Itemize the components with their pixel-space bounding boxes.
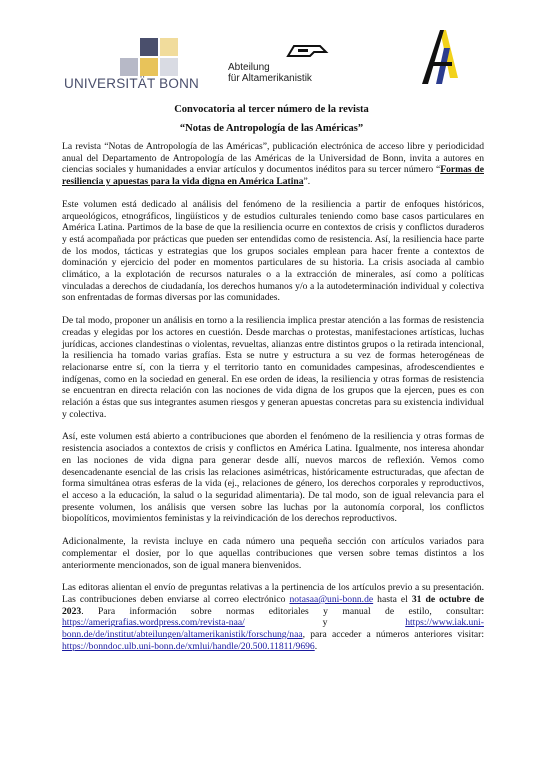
submission-text-6: . <box>314 640 318 652</box>
university-bonn-logo <box>64 38 199 91</box>
letterhead <box>0 24 543 91</box>
submission-text-1: Las editoras alientan el envío de preguntas relativas a la pertinencia de los artículos previo a su presentación. Las contribuciones deben enviarse al correo electrónico <box>62 582 484 605</box>
submission-text-5: , para acceder a números anteriores visitar: <box>302 629 484 641</box>
paragraph-contributions: Así, este volumen está abierto a contribuciones que aborden el fenómeno de la resiliencia y otras formas de resistencia asociados a contextos de crisis y conflictos en América Latina. Igualmente, nos interesa ahondar en las nociones de vida digna para generar desde allí, nuevos marcos de reflexión. Vemos como desencadenante esencial de las crisis las relaciones asimétricas, históricamente estructuradas, que afectan de forma simultánea otras esferas de la vida (ej., relaciones de género, los derechos corporales y reproductivos, el acceso a la educación, la salud o la seguridad alimentaria). De tal modo, son de igual relevancia para el presente volumen, los análisis que versen sobre las luchas por la autonomía corporal, los conflictos biopolíticos, movimientos feministas y la reivindicación de los derechos reproductivos. <box>62 431 484 525</box>
paragraph-miscellany: Adicionalmente, la revista incluye en cada número una pequeña sección con artículos variados para complementar el dosier, por lo que aquellas contribuciones que versen sobre temas distintos a los anteriormente mencionados, son de igual manera bienvenidos. <box>62 536 484 571</box>
submission-text-2: hasta el <box>373 593 412 605</box>
volume-topic: Formas de resiliencia y apuestas para la vida digna en América Latina <box>62 164 484 188</box>
intro-text: La revista “Notas de Antropología de las Américas”, publicación electrónica de acceso libre y periodicidad anual del Departamento de Antropología de las Américas de la Universidad de Bonn, invita a autores en ciencias sociales y humanidades a enviar artículos y documentos inéditos para su tercer número “ <box>62 141 484 176</box>
paragraph-resistance: De tal modo, proponer un análisis en torno a la resiliencia implica prestar atención a las formas de resistencia creadas y elegidas por los actores en cuestión. Desde marchas o protestas, manifestaciones artísticas, luchas jurídicas, acciones clandestinas o violentas, revueltas, alianzas entre distintos grupos o la retirada intencional, la resiliencia ha tomado varias grafías. Esta se nutre y estructura a su vez de formas heterogéneas de relacionarse entre sí, con la tierra y el territorio tanto en comunidades campesinas, afrodescendientes e indígenas, como en la sociedad en general. En ese orden de ideas, la resiliencia y otras formas de resistencia se encuentran en directa relación con las nociones de vida digna de los grupos que la ejercen, pues es con relación a éstas que sus integrantes asumen riesgos y generan apuestas concretas para su existencia individual y colectiva. <box>62 315 484 420</box>
call-title: Convocatoria al tercer número de la revista <box>174 104 369 115</box>
abteilung-line1: Abteilung <box>228 62 270 73</box>
document-body <box>62 141 484 652</box>
amerigrafias-link[interactable]: https://amerigrafias.wordpress.com/revista-naa/ <box>62 617 245 629</box>
journal-title: “Notas de Antropología de las Américas” <box>179 123 364 134</box>
deadline: 31 de octubre de 2023 <box>62 593 484 617</box>
glyph-icon <box>284 42 330 60</box>
email-link[interactable]: notasaa@uni-bonn.de <box>289 593 374 605</box>
submission-text-4: y <box>244 617 406 629</box>
iak-naa-link[interactable]: https://www.iak.uni-bonn.de/de/institut/abteilungen/altamerikanistik/forschung/naa <box>62 617 484 641</box>
bonndoc-link[interactable]: https://bonndoc.ulb.uni-bonn.de/xmlui/handle/20.500.11811/9696 <box>62 640 315 652</box>
paragraph-volume: Este volumen está dedicado al análisis del fenómeno de la resiliencia a partir de enfoques históricos, arqueológicos, etnográficos, lingüísticos y de estudios culturales teniendo como base casos particulares en América Latina. Partimos de la base de que la resiliencia ocurre en contextos de crisis y conflictos duraderos y está acompañada por prácticas que pueden ser entendidas como de resistencia. Así, la resiliencia hace parte de los modos, tácticas y estrategias que los grupos sociales emplean para hacer frente a contextos de dominación y ejercicio del poder en momentos particulares de su historia. La crisis asociada al cambio climático, a la explotación de recursos naturales o a la extracción de minerales, así como a políticas vinculadas a derechos de ciudadanía, los derechos humanos y/o a la autodeterminación individual y colectiva son enfrentadas de formas diversas por las comunidades. <box>62 198 484 304</box>
aa-emblem-icon <box>420 28 462 86</box>
uni-logo-text: UNIVERSITÄT BONN <box>64 76 199 91</box>
paragraph-intro <box>62 141 484 188</box>
paragraph-submission <box>62 582 484 652</box>
abteilung-line2: für Altamerikanistik <box>228 73 312 84</box>
abteilung-logo <box>228 42 338 82</box>
intro-end: ”. <box>303 176 311 188</box>
uni-logo-squares-icon <box>118 38 182 78</box>
submission-text-3: . Para información sobre normas editoriales y manual de estilo, consultar: <box>81 605 484 617</box>
